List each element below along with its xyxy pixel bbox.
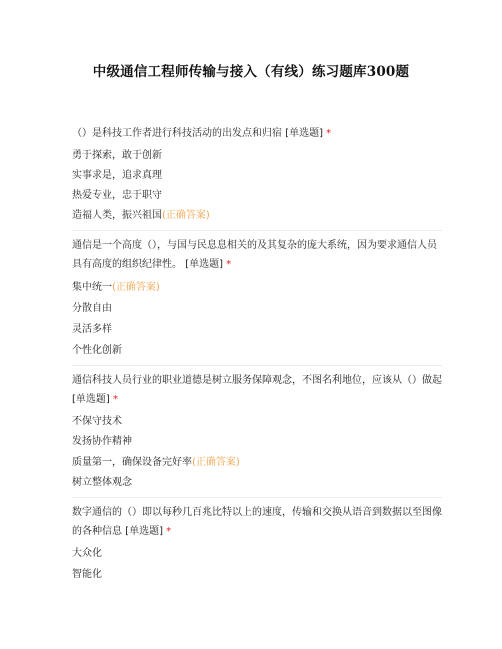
option-label: 勇于探索，敢于创新 — [72, 150, 162, 161]
option-row — [72, 303, 442, 315]
divider — [72, 230, 442, 231]
divider — [72, 497, 442, 498]
required-mark: * — [113, 394, 118, 405]
option-label: 树立整体观念 — [72, 477, 132, 488]
option-label: 造福人类，振兴祖国 — [72, 210, 162, 221]
option-row — [72, 569, 442, 581]
question-stem: （）是科技工作者进行科技活动的出发点和归宿 [单选题] — [72, 128, 323, 139]
question-block-1 — [72, 124, 442, 143]
option-label: 分散自由 — [72, 303, 112, 314]
option-row — [72, 416, 442, 428]
question-text — [72, 236, 442, 274]
required-mark: * — [326, 128, 332, 139]
correct-answer-tag: (正确答案) — [112, 282, 160, 293]
option-row — [72, 170, 442, 182]
option-label: 智能化 — [72, 569, 102, 580]
option-row — [72, 457, 442, 469]
option-row — [72, 210, 442, 222]
question-block-2 — [72, 236, 442, 274]
question-text — [72, 124, 442, 143]
option-row — [72, 282, 442, 294]
option-row — [72, 150, 442, 162]
question-text — [72, 371, 442, 409]
option-row — [72, 190, 442, 202]
question-text — [72, 503, 442, 541]
option-label: 灵活多样 — [72, 324, 112, 335]
option-label: 实事求是，追求真理 — [72, 170, 162, 181]
option-label: 个性化创新 — [72, 345, 122, 356]
correct-answer-tag: (正确答案) — [162, 210, 210, 221]
question-block-3 — [72, 371, 442, 409]
option-label: 大众化 — [72, 548, 102, 559]
divider — [72, 365, 442, 366]
question-stem: 通信科技人员行业的职业道德是树立服务保障观念，不图名利地位，应该从（）做起 [单选题] — [72, 375, 442, 405]
question-stem: 通信是一个高度（），与国与民息息相关的及其复杂的庞大系统，因为要求通信人员具有高度的组织纪律性。 [单选题] — [72, 240, 437, 270]
option-label: 不保守技术 — [72, 416, 122, 427]
option-row — [72, 436, 442, 448]
correct-answer-tag: (正确答案) — [192, 457, 240, 468]
required-mark: * — [226, 259, 232, 270]
option-row — [72, 324, 442, 336]
option-row — [72, 345, 442, 357]
option-label: 质量第一，确保设备完好率 — [72, 457, 192, 468]
option-label: 发扬协作精神 — [72, 436, 132, 447]
option-label: 集中统一 — [72, 282, 112, 293]
question-block-4 — [72, 503, 442, 541]
question-stem: 数字通信的（）即以每秒几百兆比特以上的速度，传输和交换从语音到数据以至图像的各种信息 [单选题] — [72, 507, 442, 537]
option-row — [72, 477, 442, 489]
option-row — [72, 548, 442, 560]
document-title: 中级通信工程师传输与接入（有线）练习题库300题 — [92, 64, 410, 80]
required-mark: * — [166, 526, 172, 537]
option-label: 热爱专业，忠于职守 — [72, 190, 162, 201]
